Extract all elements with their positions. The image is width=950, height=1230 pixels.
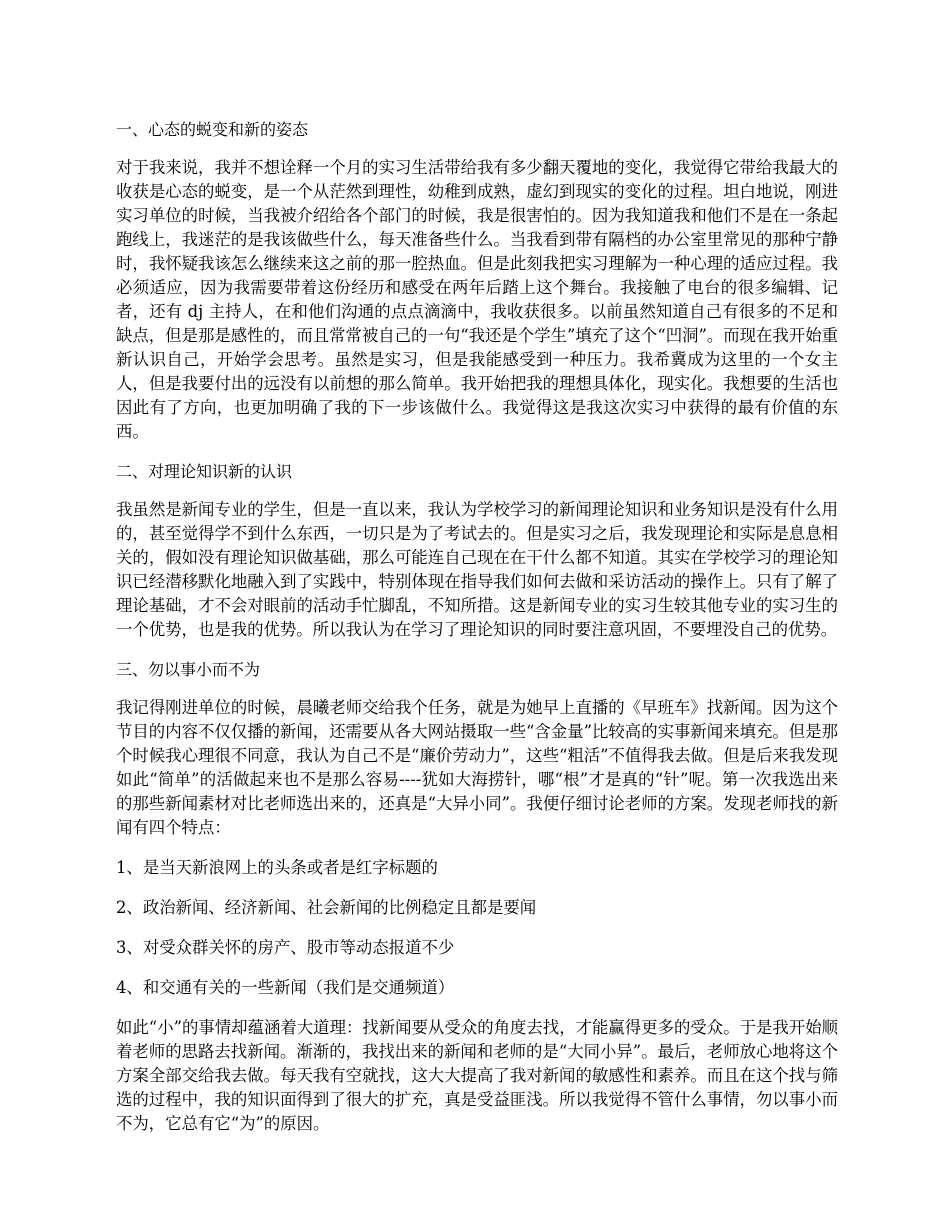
section-heading-2: 二、对理论知识新的认识 <box>116 462 293 481</box>
section-3-closing-paragraph: 如此“小”的事情却蕴涵着大道理：找新闻要从受众的角度去找，才能赢得更多的受众。于是我开始顺着老师的思路去找新闻。渐渐的，我找出来的新闻和老师的是“大同小异”。最后，老师放心地将这个方案全部交给我去做。每天我有空就找，这大大提高了我对新闻的敏感性和素养。而且在这个找与筛选的过程中，我的知识面得到了很大的扩充，真是受益匪浅。所以我觉得不管什么事情，勿以事小而不为，它总有它“为”的原因。 <box>116 1018 838 1133</box>
section-3-paragraph: 我记得刚进单位的时候，晨曦老师交给我个任务，就是为她早上直播的《早班车》找新闻。因为这个节目的内容不仅仅播的新闻，还需要从各大网站摄取一些“含金量”比较高的实事新闻来填充。但是那个时候我心理很不同意，我认为自己不是“廉价劳动力”，这些“粗活”不值得我去做。但是后来我发现如此“简单”的活做起来也不是那么容易----犹如大海捞针，哪“根”才是真的“针”呢。第一次我选出来的那些新闻素材对比老师选出来的，还真是“大异小同”。我便仔细讨论老师的方案。发现老师找的新闻有四个特点： <box>116 698 838 837</box>
list-item-1: 1、是当天新浪网上的头条或者是红字标题的 <box>116 858 438 877</box>
section-1-paragraph: 对于我来说，我并不想诠释一个月的实习生活带给我有多少翻天覆地的变化，我觉得它带给我最大的收获是心态的蜕变，是一个从茫然到理性，幼稚到成熟，虚幻到现实的变化的过程。坦白地说，刚进实习单位的时候，当我被介绍给各个部门的时候，我是很害怕的。因为我知道我和他们不是在一条起跑线上，我迷茫的是我该做些什么，每天准备些什么。当我看到带有隔档的办公室里常见的那种宁静时，我怀疑我该怎么继续来这之前的那一腔热血。但是此刻我把实习理解为一种心理的适应过程。我必须适应，因为我需要带着这份经历和感受在两年后踏上这个舞台。我接触了电台的很多编辑、记者，还有 dj 主持人，在和他们沟通的点点滴滴中，我收获很多。以前虽然知道自己有很多的不足和缺点，但是那是感性的，而且常常被自己的一句“我还是个学生”填充了这个“凹洞”。而现在我开始重新认识自己，开始学会思考。虽然是实习，但是我能感受到一种压力。我希冀成为这里的一个女主人，但是我要付出的远没有以前想的那么简单。我开始把我的理想具体化，现实化。我想要的生活也因此有了方向，也更加明确了我的下一步该做什么。我觉得这是我这次实习中获得的最有价值的东西。 <box>116 158 838 441</box>
section-heading-3: 三、勿以事小而不为 <box>116 660 261 679</box>
section-2-paragraph: 我虽然是新闻专业的学生，但是一直以来，我认为学校学习的新闻理论知识和业务知识是没有什么用的，甚至觉得学不到什么东西，一切只是为了考试去的。但是实习之后，我发现理论和实际是息息相关的，假如没有理论知识做基础，那么可能连自己现在在干什么都不知道。其实在学校学习的理论知识已经潜移默化地融入到了实践中，特别体现在指导我们如何去做和采访活动的操作上。只有了解了理论基础，才不会对眼前的活动手忙脚乱，不知所措。这是新闻专业的实习生较其他专业的实习生的一个优势，也是我的优势。所以我认为在学习了理论知识的同时要注意巩固，不要埋没自己的优势。 <box>116 500 838 639</box>
list-item-3: 3、对受众群关怀的房产、股市等动态报道不少 <box>116 938 455 957</box>
list-item-2: 2、政治新闻、经济新闻、社会新闻的比例稳定且都是要闻 <box>116 898 537 917</box>
section-heading-1: 一、心态的蜕变和新的姿态 <box>116 120 309 139</box>
list-item-4: 4、和交通有关的一些新闻（我们是交通频道） <box>116 978 455 997</box>
